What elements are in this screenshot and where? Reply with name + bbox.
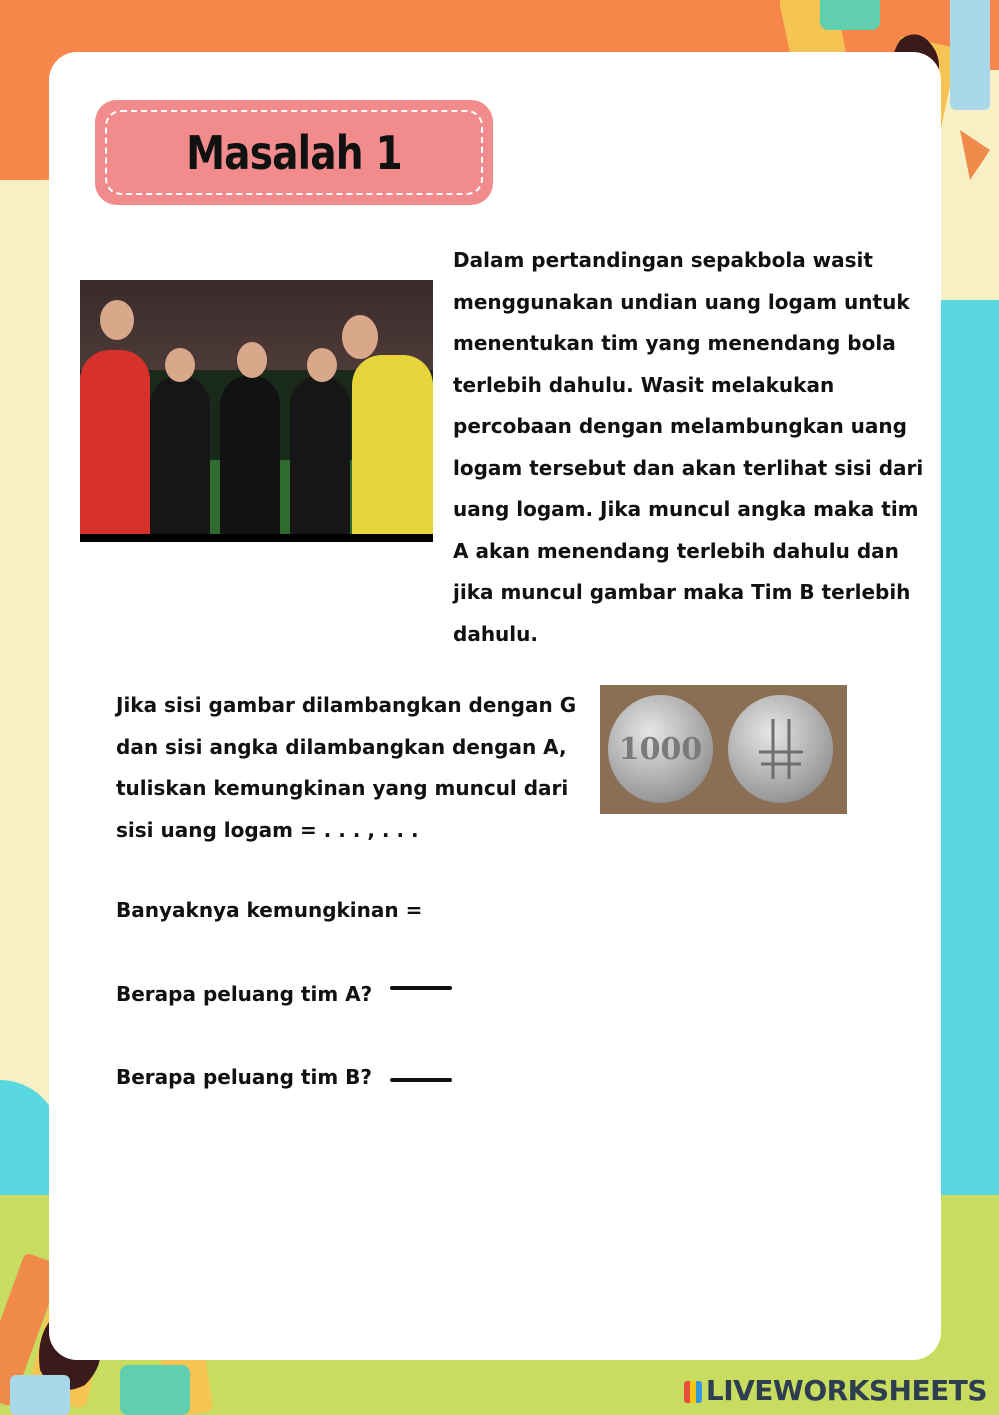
player-yellow-head <box>342 315 378 359</box>
question-count-label: Banyaknya kemungkinan = <box>116 898 423 922</box>
page-title: Masalah 1 <box>186 125 402 180</box>
title-banner <box>95 100 493 205</box>
question-team-b-label: Berapa peluang tim B? <box>116 1065 372 1089</box>
referee-2-head <box>237 342 267 378</box>
intro-paragraph: Dalam pertandingan sepakbola wasit menggunakan undian uang logam untuk menentukan tim yang menendang bola terlebih dahulu. Wasit melakukan percobaan dengan melambungkan uang logam tersebut dan akan terlihat sisi dari uang logam. Jika muncul angka maka tim A akan menendang terlebih dahulu dan jika muncul gambar maka Tim B terlebih dahulu. <box>453 248 924 646</box>
referee-3 <box>290 375 350 542</box>
coin-number-side <box>608 695 713 803</box>
referee-2 <box>220 375 280 542</box>
coin-photo <box>600 685 847 814</box>
liveworksheets-logo <box>684 1374 987 1407</box>
liveworksheets-icon <box>684 1381 702 1403</box>
watermark-text: LIVEWORKSHEETS <box>705 1374 987 1407</box>
answer-fraction-line-b[interactable] <box>390 1078 452 1082</box>
coin-picture-side <box>728 695 833 803</box>
coin-tower-icon <box>751 714 811 784</box>
question-team-a-label: Berapa peluang tim A? <box>116 982 373 1006</box>
player-red-head <box>100 300 134 340</box>
referees-coin-toss-photo <box>80 280 433 542</box>
answer-fraction-line-a[interactable] <box>390 986 452 990</box>
photo-bottom-border <box>80 534 433 542</box>
question-paragraph: Jika sisi gambar dilambangkan dengan G dan sisi angka dilambangkan dengan A, tuliskan kemungkinan yang muncul dari sisi uang logam = . . . , . . . <box>116 693 577 842</box>
referee-3-head <box>307 348 337 382</box>
player-red <box>80 350 150 542</box>
coin-face-value: 1000 <box>618 731 703 767</box>
referee-1-head <box>165 348 195 382</box>
referee-1 <box>150 375 210 542</box>
player-yellow <box>352 355 433 542</box>
